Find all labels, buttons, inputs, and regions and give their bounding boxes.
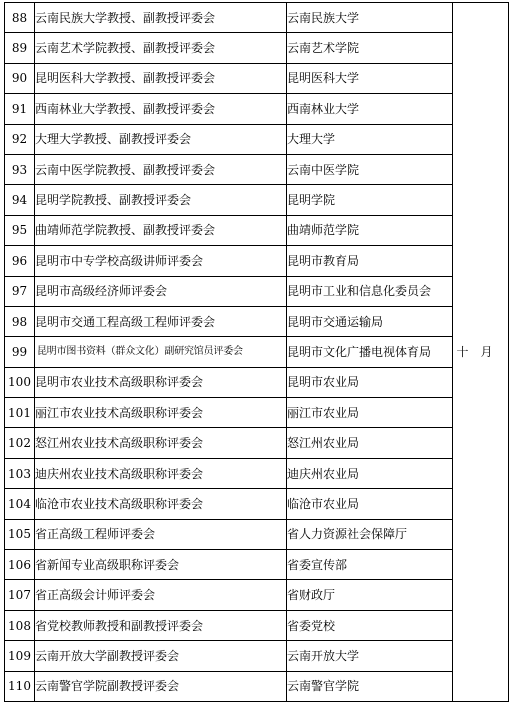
committee-name: 云南警官学院副教授评委会 — [35, 671, 287, 701]
row-number: 103 — [5, 458, 35, 488]
committee-name: 丽江市农业技术高级职称评委会 — [35, 398, 287, 428]
organizing-unit: 曲靖师范学院 — [287, 215, 453, 245]
table-row — [5, 215, 509, 245]
row-number: 105 — [5, 519, 35, 549]
organizing-unit: 丽江市农业局 — [287, 398, 453, 428]
table-row — [5, 519, 509, 549]
row-number: 95 — [5, 215, 35, 245]
organizing-unit: 西南林业大学 — [287, 94, 453, 124]
organizing-unit: 大理大学 — [287, 124, 453, 154]
row-number: 108 — [5, 610, 35, 640]
organizing-unit: 昆明市工业和信息化委员会 — [287, 276, 453, 306]
organizing-unit: 省委党校 — [287, 610, 453, 640]
committee-name: 大理大学教授、副教授评委会 — [35, 124, 287, 154]
row-number: 102 — [5, 428, 35, 458]
organizing-unit: 怒江州农业局 — [287, 428, 453, 458]
committee-name: 云南开放大学副教授评委会 — [35, 641, 287, 671]
organizing-unit: 昆明市农业局 — [287, 367, 453, 397]
table-row — [5, 94, 509, 124]
table-row — [5, 337, 509, 367]
table-row — [5, 276, 509, 306]
table-row — [5, 398, 509, 428]
committee-name: 曲靖师范学院教授、副教授评委会 — [35, 215, 287, 245]
table-row — [5, 489, 509, 519]
table-row — [5, 124, 509, 154]
organizing-unit: 昆明市文化广播电视体育局 — [287, 337, 453, 367]
row-number: 110 — [5, 671, 35, 701]
organizing-unit: 省委宣传部 — [287, 550, 453, 580]
organizing-unit: 省人力资源社会保障厅 — [287, 519, 453, 549]
table-row — [5, 580, 509, 610]
committee-name: 省正高级工程师评委会 — [35, 519, 287, 549]
committee-name: 省正高级会计师评委会 — [35, 580, 287, 610]
row-number: 96 — [5, 246, 35, 276]
organizing-unit: 昆明市教育局 — [287, 246, 453, 276]
organizing-unit: 云南开放大学 — [287, 641, 453, 671]
committee-name: 省党校教师教授和副教授评委会 — [35, 610, 287, 640]
table-row — [5, 458, 509, 488]
table-row — [5, 33, 509, 63]
committee-name: 云南民族大学教授、副教授评委会 — [35, 3, 287, 33]
committee-name: 怒江州农业技术高级职称评委会 — [35, 428, 287, 458]
organizing-unit: 云南警官学院 — [287, 671, 453, 701]
committee-name: 昆明市高级经济师评委会 — [35, 276, 287, 306]
row-number: 88 — [5, 3, 35, 33]
organizing-unit: 云南民族大学 — [287, 3, 453, 33]
row-number: 92 — [5, 124, 35, 154]
table-row — [5, 550, 509, 580]
row-number: 101 — [5, 398, 35, 428]
organizing-unit: 省财政厅 — [287, 580, 453, 610]
organizing-unit: 临沧市农业局 — [287, 489, 453, 519]
committee-name: 云南中医学院教授、副教授评委会 — [35, 154, 287, 184]
organizing-unit: 云南艺术学院 — [287, 33, 453, 63]
row-number: 106 — [5, 550, 35, 580]
row-number: 97 — [5, 276, 35, 306]
row-number: 109 — [5, 641, 35, 671]
committee-name: 昆明市交通工程高级工程师评委会 — [35, 306, 287, 336]
table-row — [5, 246, 509, 276]
row-number: 90 — [5, 63, 35, 93]
organizing-unit: 昆明学院 — [287, 185, 453, 215]
committee-name: 昆明学院教授、副教授评委会 — [35, 185, 287, 215]
table-row — [5, 671, 509, 701]
table-row — [5, 641, 509, 671]
row-number: 93 — [5, 154, 35, 184]
committee-table — [4, 2, 509, 702]
committee-name: 迪庆州农业技术高级职称评委会 — [35, 458, 287, 488]
row-number: 89 — [5, 33, 35, 63]
table-row — [5, 154, 509, 184]
committee-name: 省新闻专业高级职称评委会 — [35, 550, 287, 580]
month-cell: 十月 — [453, 3, 509, 702]
committee-name: 昆明医科大学教授、副教授评委会 — [35, 63, 287, 93]
row-number: 104 — [5, 489, 35, 519]
row-number: 99 — [5, 337, 35, 367]
organizing-unit: 昆明市交通运输局 — [287, 306, 453, 336]
organizing-unit: 迪庆州农业局 — [287, 458, 453, 488]
row-number: 107 — [5, 580, 35, 610]
table-row — [5, 428, 509, 458]
table-row — [5, 185, 509, 215]
table-row — [5, 367, 509, 397]
committee-name: 昆明市图书资料（群众文化）副研究馆员评委会 — [35, 337, 287, 367]
row-number: 98 — [5, 306, 35, 336]
committee-name: 西南林业大学教授、副教授评委会 — [35, 94, 287, 124]
table-row — [5, 3, 509, 33]
committee-name: 昆明市农业技术高级职称评委会 — [35, 367, 287, 397]
table-row — [5, 63, 509, 93]
row-number: 100 — [5, 367, 35, 397]
organizing-unit: 云南中医学院 — [287, 154, 453, 184]
row-number: 94 — [5, 185, 35, 215]
committee-name: 临沧市农业技术高级职称评委会 — [35, 489, 287, 519]
organizing-unit: 昆明医科大学 — [287, 63, 453, 93]
committee-name: 昆明市中专学校高级讲师评委会 — [35, 246, 287, 276]
table-row — [5, 306, 509, 336]
table-row — [5, 610, 509, 640]
committee-name: 云南艺术学院教授、副教授评委会 — [35, 33, 287, 63]
row-number: 91 — [5, 94, 35, 124]
